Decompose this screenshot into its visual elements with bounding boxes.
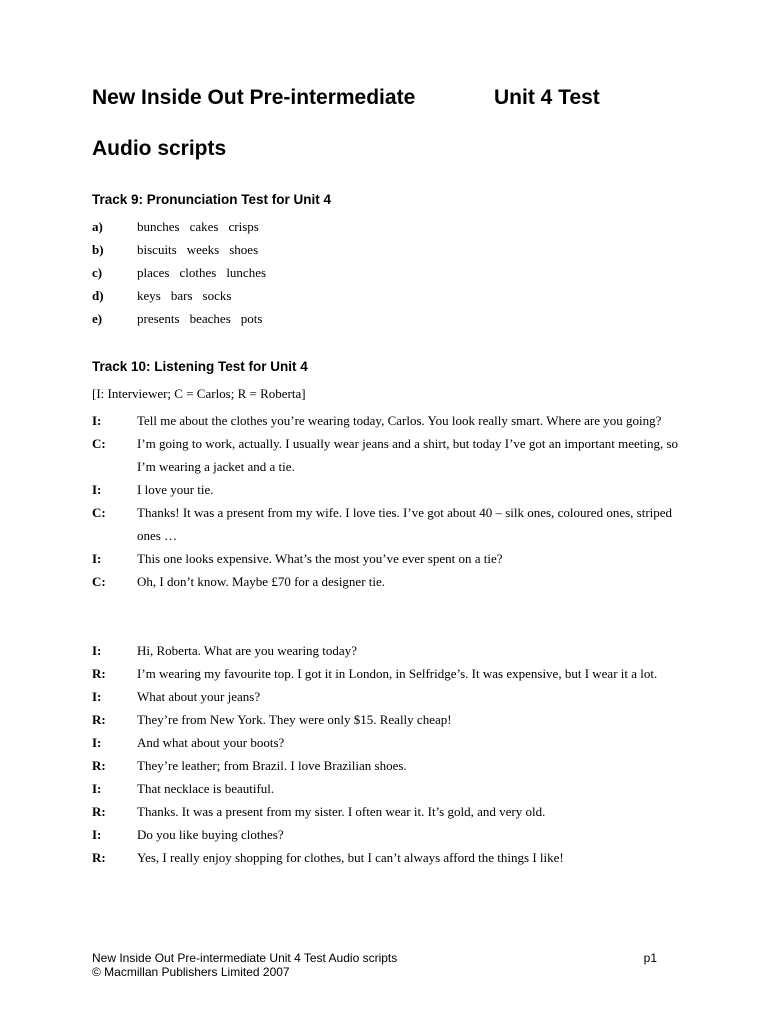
speaker-label: I: bbox=[92, 413, 102, 428]
dialogue-line bbox=[92, 685, 682, 708]
word: beaches bbox=[189, 311, 231, 326]
dialogue-roberta bbox=[92, 639, 682, 869]
dialogue-line bbox=[92, 639, 682, 662]
dialogue-text: I’m going to work, actually. I usually wear jeans and a shirt, but today I’ve got an important meeting, so I’m wearing a jacket and a tie. bbox=[137, 436, 679, 474]
speaker-label: I: bbox=[92, 643, 102, 658]
speaker-label: I: bbox=[92, 551, 102, 566]
speaker-label: I: bbox=[92, 781, 102, 796]
dialogue-text: Thanks! It was a present from my wife. I love ties. I’ve got about 40 – silk ones, coloured ones, striped ones … bbox=[137, 505, 673, 543]
speaker-label: R: bbox=[92, 850, 106, 865]
speaker-label: I: bbox=[92, 735, 102, 750]
dialogue-text: This one looks expensive. What’s the most you’ve ever spent on a tie? bbox=[137, 551, 503, 566]
speaker-label: C: bbox=[92, 505, 106, 520]
speaker-legend: [I: Interviewer; C = Carlos; R = Roberta] bbox=[92, 386, 306, 401]
speaker-label: R: bbox=[92, 712, 106, 727]
speaker-label: I: bbox=[92, 689, 102, 704]
word: socks bbox=[202, 288, 232, 303]
pronunciation-list bbox=[92, 219, 276, 334]
speaker-label: C: bbox=[92, 574, 106, 589]
dialogue-line bbox=[92, 846, 682, 869]
dialogue-text: I’m wearing my favourite top. I got it in London, in Selfridge’s. It was expensive, but I wear it a lot. bbox=[137, 666, 658, 681]
footer-document-name: New Inside Out Pre-intermediate Unit 4 Test Audio scripts bbox=[92, 951, 398, 965]
dialogue-line bbox=[92, 731, 682, 754]
dialogue-text: That necklace is beautiful. bbox=[137, 781, 275, 796]
list-item bbox=[92, 265, 276, 288]
document-title: New Inside Out Pre-intermediate bbox=[92, 86, 416, 109]
document-subtitle: Audio scripts bbox=[92, 137, 227, 160]
speaker-label: R: bbox=[92, 666, 106, 681]
dialogue-text: Tell me about the clothes you’re wearing today, Carlos. You look really smart. Where are you going? bbox=[137, 413, 662, 428]
word: crisps bbox=[228, 219, 259, 234]
word: biscuits bbox=[137, 242, 177, 257]
list-item bbox=[92, 242, 276, 265]
word: bunches bbox=[137, 219, 180, 234]
dialogue-line bbox=[92, 754, 682, 777]
word: clothes bbox=[179, 265, 217, 280]
dialogue-text: Do you like buying clothes? bbox=[137, 827, 284, 842]
word: presents bbox=[137, 311, 180, 326]
speaker-label: R: bbox=[92, 804, 106, 819]
dialogue-line bbox=[92, 823, 682, 846]
dialogue-text: Thanks. It was a present from my sister. I often wear it. It’s gold, and very old. bbox=[137, 804, 546, 819]
track9-heading: Track 9: Pronunciation Test for Unit 4 bbox=[92, 192, 332, 207]
dialogue-line bbox=[92, 570, 682, 593]
word: weeks bbox=[186, 242, 220, 257]
item-label: b) bbox=[92, 242, 104, 257]
speaker-label: I: bbox=[92, 482, 102, 497]
dialogue-carlos bbox=[92, 409, 682, 593]
dialogue-text: Yes, I really enjoy shopping for clothes, but I can’t always afford the things I like! bbox=[137, 850, 564, 865]
word: lunches bbox=[226, 265, 267, 280]
word: keys bbox=[137, 288, 161, 303]
dialogue-text: And what about your boots? bbox=[137, 735, 285, 750]
dialogue-line bbox=[92, 662, 682, 685]
unit-title: Unit 4 Test bbox=[494, 86, 600, 109]
item-label: d) bbox=[92, 288, 104, 303]
speaker-label: C: bbox=[92, 436, 106, 451]
copyright-notice: © Macmillan Publishers Limited 2007 bbox=[92, 965, 290, 979]
dialogue-line bbox=[92, 501, 682, 547]
speaker-label: R: bbox=[92, 758, 106, 773]
dialogue-text: I love your tie. bbox=[137, 482, 214, 497]
track10-heading: Track 10: Listening Test for Unit 4 bbox=[92, 359, 308, 374]
dialogue-line bbox=[92, 478, 682, 501]
item-label: c) bbox=[92, 265, 103, 280]
list-item bbox=[92, 311, 276, 334]
item-label: a) bbox=[92, 219, 103, 234]
list-item bbox=[92, 288, 276, 311]
dialogue-line bbox=[92, 800, 682, 823]
word: bars bbox=[170, 288, 193, 303]
word: pots bbox=[240, 311, 263, 326]
page-number: p1 bbox=[643, 951, 657, 965]
dialogue-line bbox=[92, 432, 682, 478]
dialogue-line bbox=[92, 777, 682, 800]
item-label: e) bbox=[92, 311, 103, 326]
dialogue-text: They’re from New York. They were only $15. Really cheap! bbox=[137, 712, 452, 727]
dialogue-text: What about your jeans? bbox=[137, 689, 261, 704]
dialogue-text: Hi, Roberta. What are you wearing today? bbox=[137, 643, 357, 658]
speaker-label: I: bbox=[92, 827, 102, 842]
list-item bbox=[92, 219, 276, 242]
page-footer bbox=[92, 951, 657, 979]
dialogue-line bbox=[92, 547, 682, 570]
word: cakes bbox=[189, 219, 219, 234]
dialogue-text: They’re leather; from Brazil. I love Brazilian shoes. bbox=[137, 758, 407, 773]
word: places bbox=[137, 265, 170, 280]
dialogue-line bbox=[92, 708, 682, 731]
dialogue-text: Oh, I don’t know. Maybe £70 for a designer tie. bbox=[137, 574, 386, 589]
word: shoes bbox=[229, 242, 259, 257]
dialogue-line bbox=[92, 409, 682, 432]
